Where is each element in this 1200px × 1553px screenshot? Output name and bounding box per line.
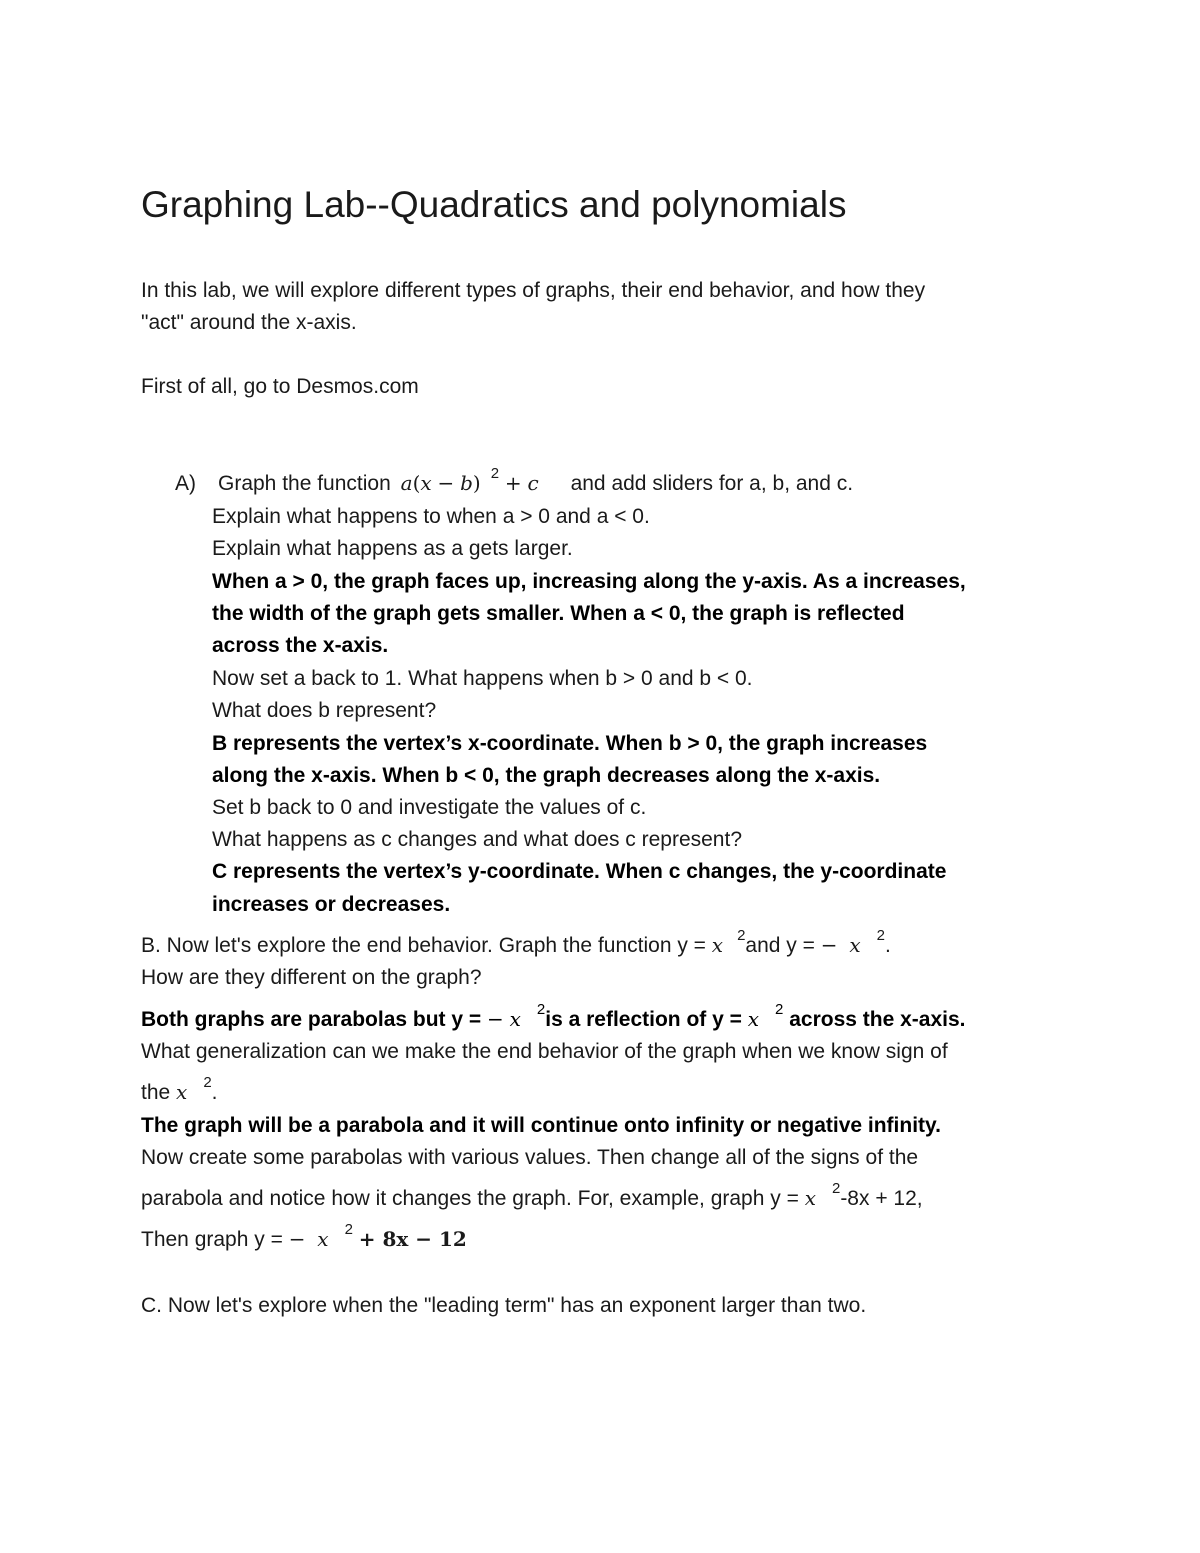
period: . — [211, 1081, 218, 1104]
desmos-instruction: First of all, go to Desmos.com — [141, 375, 419, 398]
math-x: x — [176, 1080, 188, 1104]
math-minus: − — [820, 933, 838, 957]
section-b-question: How are they different on the graph? — [141, 966, 482, 989]
math-minus: − — [288, 1227, 306, 1251]
math-x: x — [711, 933, 724, 957]
answer-a-line-3: across the x-axis. — [212, 634, 389, 657]
section-b-text: B. Now let's explore the end behavior. Graph the function y = — [141, 934, 706, 957]
section-b-line-1 — [141, 927, 891, 957]
math-paren-close: ) — [472, 471, 481, 495]
section-c-line: C. Now let's explore when the "leading term" has an exponent larger than two. — [141, 1294, 867, 1317]
then-graph-line — [141, 1221, 467, 1251]
question-a1: Explain what happens to when a > 0 and a < 0. — [212, 505, 650, 528]
answer-c-line-2: increases or decreases. — [212, 893, 451, 916]
answer-text-3: across the x-axis. — [789, 1008, 966, 1031]
example-line — [141, 1180, 923, 1210]
section-a-marker: A) — [175, 472, 196, 495]
math-x: x — [804, 1186, 816, 1210]
generalization-answer: The graph will be a parabola and it will continue onto infinity or negative infinity. — [141, 1114, 941, 1137]
answer-b-line-1: B represents the vertex’s x-coordinate. When b > 0, the graph increases — [212, 732, 928, 755]
math-minus: − — [437, 471, 455, 495]
math-exponent: 2 — [831, 1180, 841, 1197]
math-x: x — [509, 1007, 521, 1031]
the-text: the — [141, 1081, 171, 1104]
page-title: Graphing Lab--Quadratics and polynomials — [141, 184, 847, 225]
example-text: parabola and notice how it changes the graph. For, example, graph y = — [141, 1187, 799, 1210]
answer-text-2: is a reflection of y = — [545, 1008, 742, 1031]
answer-a-line-2: the width of the graph gets smaller. When a < 0, the graph is reflected — [212, 602, 905, 625]
math-x: x — [317, 1227, 329, 1251]
question-a3: Now set a back to 1. What happens when b > 0 and b < 0. — [212, 667, 753, 690]
math-exponent: 2 — [490, 465, 500, 482]
answer-text: Both graphs are parabolas but y = — [141, 1008, 482, 1031]
section-b-answer — [141, 1001, 966, 1031]
prompt-suffix: and add sliders for a, b, and c. — [570, 472, 854, 495]
then-text: Then graph y = — [141, 1228, 283, 1251]
math-exponent: 2 — [775, 1001, 784, 1018]
math-plus: + — [504, 471, 522, 495]
section-b-text-2: and y = — [745, 934, 815, 957]
generalization-question: What generalization can we make the end behavior of the graph when we know sign of — [141, 1040, 948, 1063]
math-x: x — [420, 471, 432, 495]
answer-c-line-1: C represents the vertex’s y-coordinate. When c changes, the y-coordinate — [212, 860, 947, 883]
math-x: x — [849, 933, 861, 957]
math-exponent: 2 — [737, 927, 746, 944]
math-exponent: 2 — [536, 1001, 546, 1018]
question-a4: What does b represent? — [212, 699, 437, 722]
question-a6: What happens as c changes and what does c represent? — [212, 828, 743, 851]
question-a5: Set b back to 0 and investigate the values of c. — [212, 796, 647, 819]
create-parabolas-line: Now create some parabolas with various values. Then change all of the signs of the — [141, 1146, 919, 1169]
math-a: a — [400, 471, 413, 495]
answer-a-line-1: When a > 0, the graph faces up, increasing along the y-axis. As a increases, — [212, 570, 966, 593]
question-a2: Explain what happens as a gets larger. — [212, 537, 573, 560]
answer-b-line-2: along the x-axis. When b < 0, the graph decreases along the x-axis. — [212, 764, 881, 787]
math-x: x — [747, 1007, 760, 1031]
math-minus: − — [487, 1007, 504, 1031]
intro-line-2: "act" around the x-axis. — [141, 311, 357, 334]
math-exponent: 2 — [344, 1221, 353, 1238]
math-paren-open: ( — [412, 471, 421, 495]
math-expression: + 8x − 12 — [358, 1227, 467, 1251]
generalization-question-2 — [141, 1074, 218, 1104]
section-a-prompt — [218, 465, 854, 495]
math-exponent: 2 — [203, 1074, 212, 1091]
math-exponent: 2 — [876, 927, 885, 944]
prompt-prefix: Graph the function — [218, 472, 391, 495]
example-text-2: -8x + 12, — [840, 1187, 923, 1210]
math-c: c — [527, 471, 539, 495]
math-b: b — [460, 471, 473, 495]
period: . — [884, 934, 891, 957]
intro-line-1: In this lab, we will explore different types of graphs, their end behavior, and how they — [141, 279, 926, 302]
